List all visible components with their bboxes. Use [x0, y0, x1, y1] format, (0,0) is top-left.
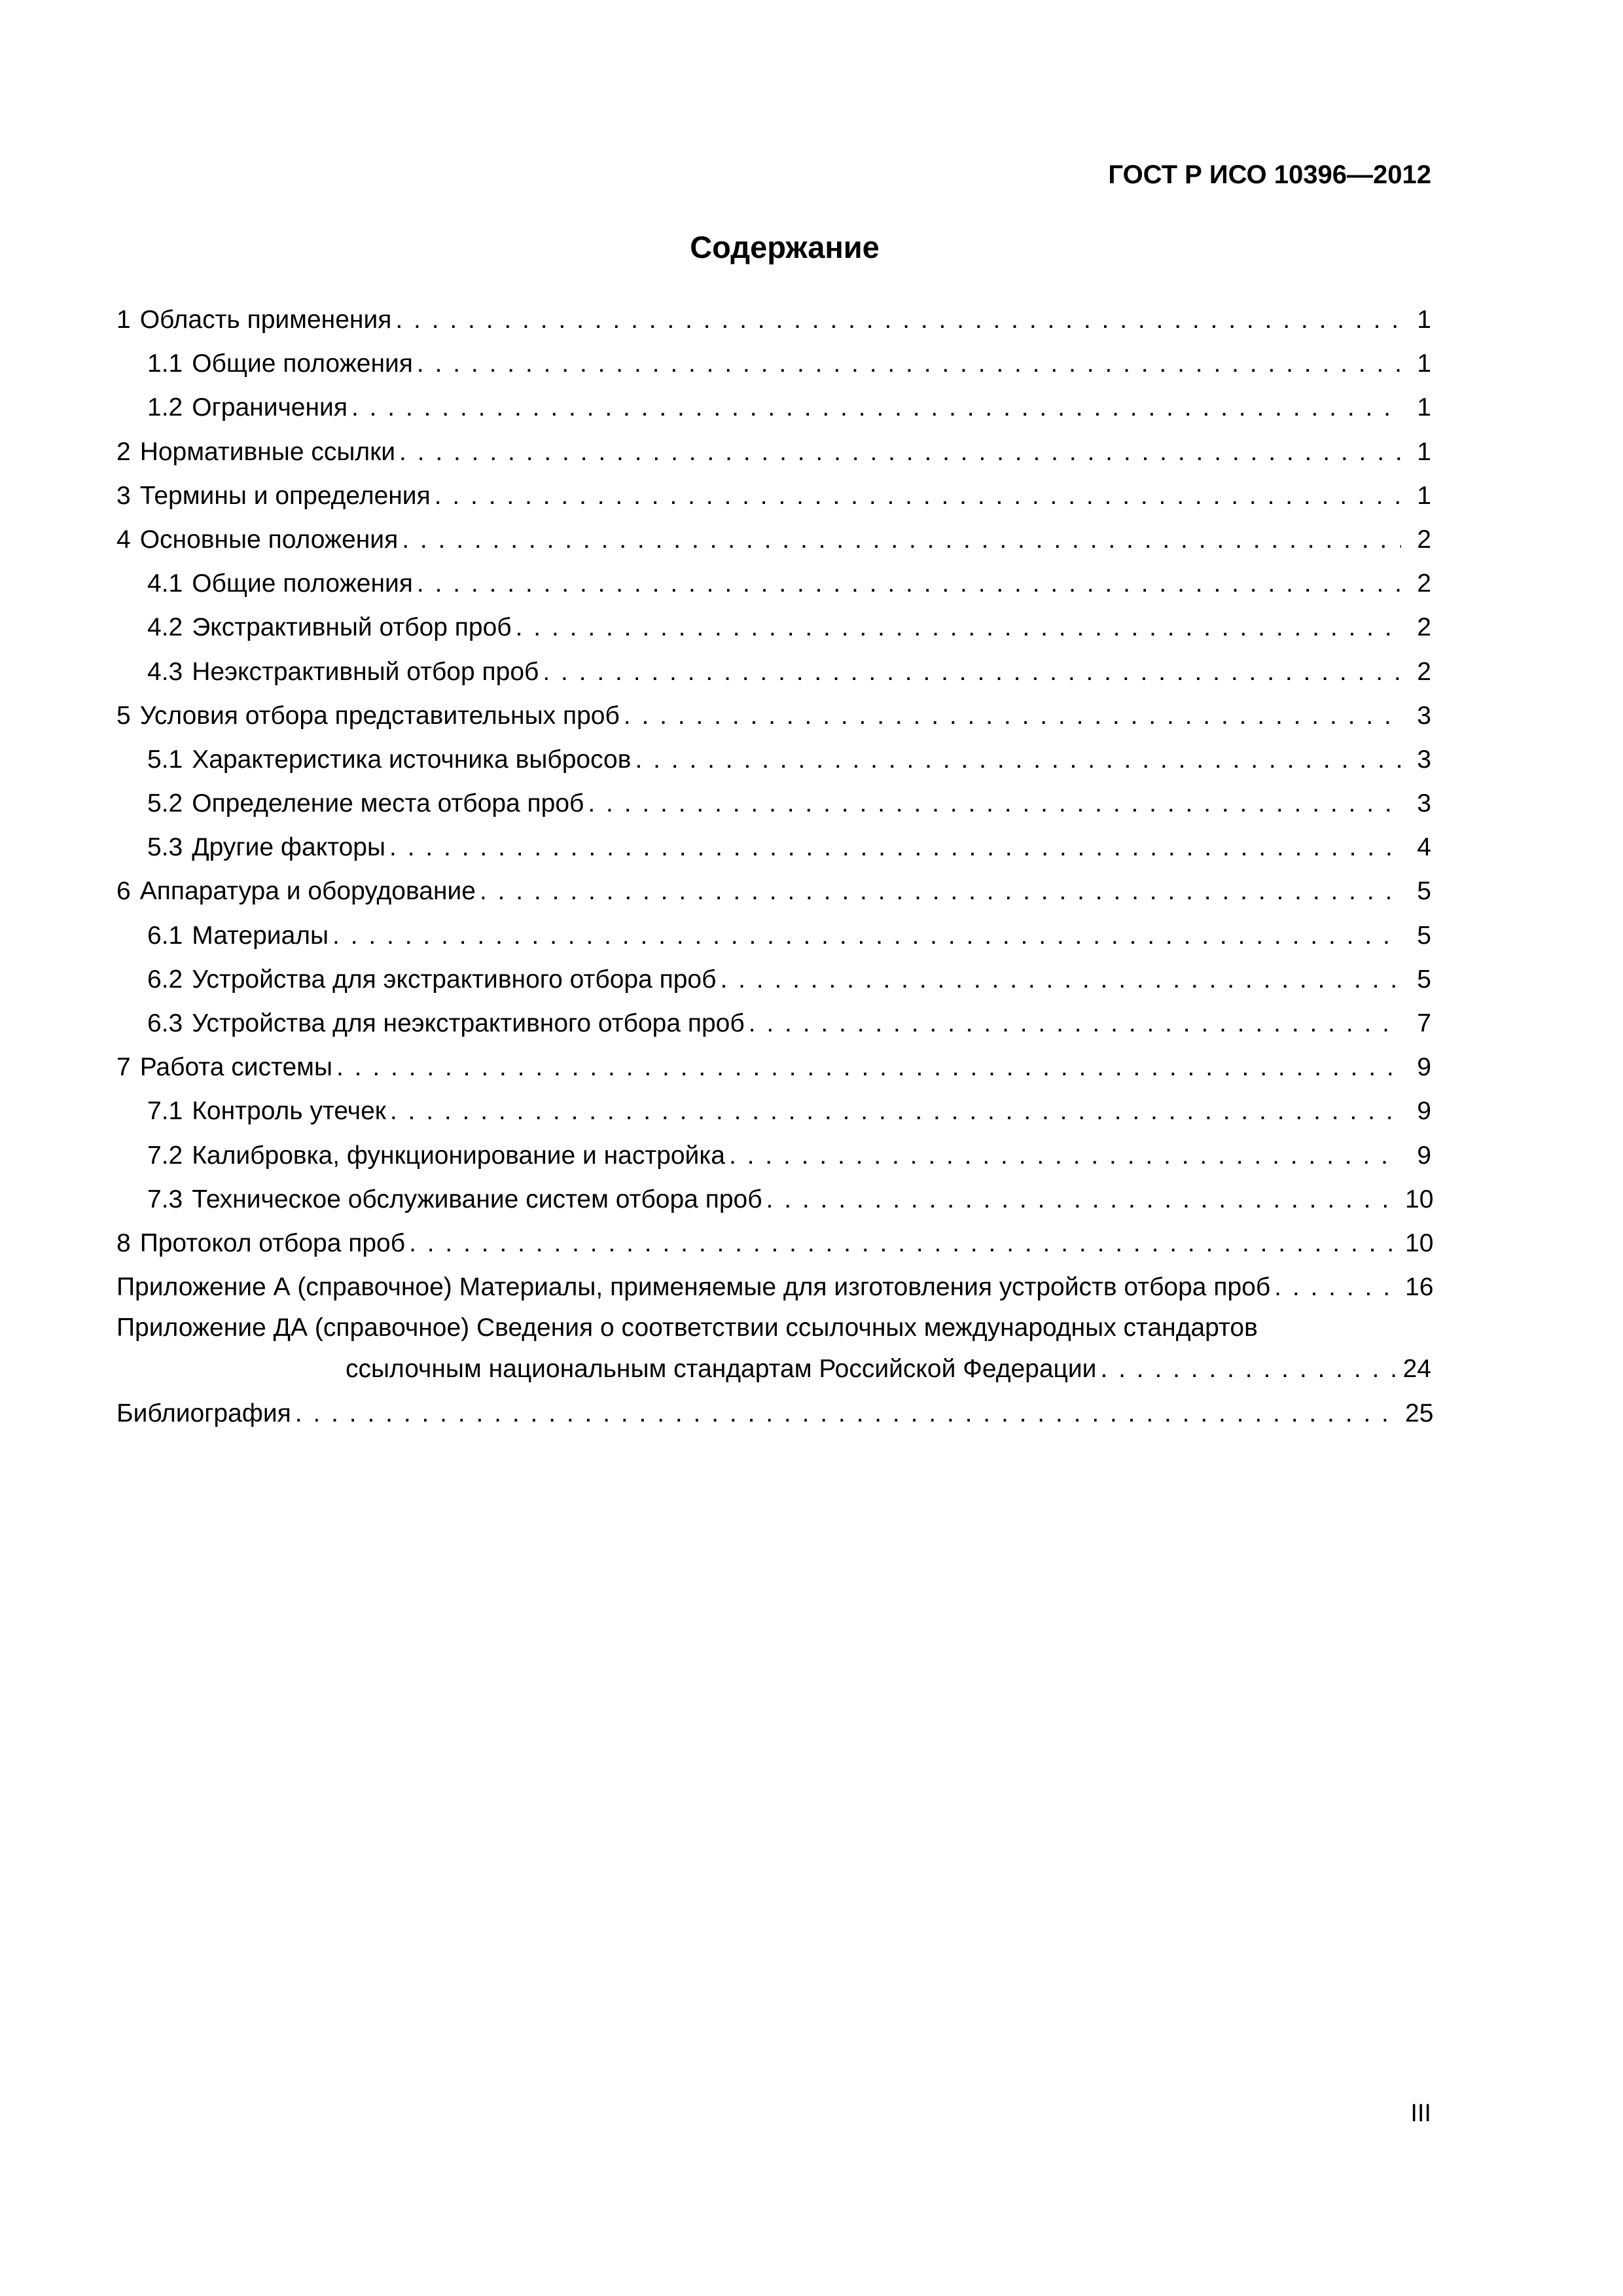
toc-entry-text: Другие факторы: [192, 833, 386, 862]
toc-entry[interactable]: [116, 781, 1431, 825]
toc-entry[interactable]: [116, 298, 1431, 342]
dot-leader: [624, 694, 1401, 738]
toc-entry-number: 7.3: [147, 1185, 183, 1213]
toc-entry[interactable]: [116, 605, 1431, 649]
table-of-contents: [116, 298, 1434, 1435]
toc-entry-page: 9: [1417, 1053, 1431, 1082]
toc-entry-number: 6: [116, 877, 131, 906]
toc-entry-text: Область применения: [139, 306, 392, 334]
toc-entry-text: Аппаратура и оборудование: [139, 877, 476, 906]
dot-leader: [351, 386, 1401, 429]
toc-entry-page: 2: [1417, 657, 1431, 686]
toc-entry[interactable]: [116, 914, 1431, 958]
toc-entry[interactable]: [116, 474, 1431, 518]
dot-leader: [766, 1177, 1401, 1221]
dot-leader: [417, 342, 1401, 386]
dot-leader: [543, 650, 1401, 694]
toc-entry-number: 1.1: [147, 350, 183, 378]
dot-leader: [402, 518, 1401, 562]
toc-entry-number: 7.1: [147, 1097, 183, 1126]
page-title: Содержание: [690, 230, 880, 264]
toc-entry-number: 5: [116, 701, 131, 730]
toc-entry-number: 4.3: [147, 657, 183, 686]
toc-entry[interactable]: [116, 518, 1431, 562]
toc-entry[interactable]: [116, 562, 1431, 605]
toc-entry-text: Приложение ДА (справочное) Сведения о соответствии ссылочных международных стандартов: [116, 1314, 1258, 1342]
toc-entry-number: 3: [116, 481, 131, 510]
toc-entry[interactable]: [116, 869, 1431, 913]
dot-leader: [399, 430, 1401, 474]
toc-entry-page: 9: [1417, 1141, 1431, 1170]
toc-entry-page: 1: [1417, 437, 1431, 466]
toc-entry-number: 4: [116, 525, 131, 554]
toc-entry-number: 2: [116, 437, 131, 466]
toc-entry-page: 3: [1417, 701, 1431, 730]
toc-entry-page: 1: [1417, 350, 1431, 378]
dot-leader: [480, 869, 1401, 913]
toc-entry-number: 1.2: [147, 393, 183, 422]
toc-entry[interactable]: [116, 738, 1431, 781]
document-id: ГОСТ Р ИСО 10396—2012: [1108, 160, 1431, 189]
dot-leader: [720, 958, 1401, 1001]
toc-entry-text: Протокол отбора проб: [139, 1229, 406, 1257]
toc-entry-page: 1: [1417, 393, 1431, 422]
toc-entry-text-continued: ссылочным национальным стандартам Российской Федерации: [346, 1355, 1097, 1384]
toc-entry-number: 6.1: [147, 921, 183, 950]
toc-entry-appendix-da[interactable]: [116, 1309, 1431, 1391]
toc-entry-page: 2: [1417, 569, 1431, 598]
toc-entry[interactable]: [116, 1045, 1431, 1089]
toc-entry[interactable]: [116, 1177, 1434, 1221]
toc-entry-text: Устройства для экстрактивного отбора проб: [192, 965, 717, 994]
toc-entry-text: Устройства для неэкстрактивного отбора проб: [192, 1009, 745, 1037]
dot-leader: [1100, 1347, 1399, 1391]
toc-entry-page: 9: [1417, 1097, 1431, 1126]
toc-entry-text: Работа системы: [139, 1053, 332, 1082]
toc-entry-page: 10: [1405, 1229, 1434, 1257]
toc-entry-page: 25: [1405, 1399, 1434, 1427]
dot-leader: [729, 1134, 1401, 1177]
toc-entry-page: 24: [1402, 1355, 1431, 1384]
toc-entry[interactable]: [116, 386, 1431, 429]
toc-entry-text: Библиография: [116, 1399, 291, 1427]
toc-entry[interactable]: [116, 694, 1431, 738]
toc-entry-page: 1: [1417, 481, 1431, 510]
toc-entry-page: 2: [1417, 613, 1431, 642]
dot-leader: [749, 1001, 1401, 1045]
toc-entry-text: Характеристика источника выбросов: [192, 745, 632, 774]
toc-entry-number: 5.1: [147, 745, 183, 774]
toc-entry-text: Общие положения: [192, 569, 413, 598]
toc-entry-page: 16: [1405, 1273, 1434, 1302]
toc-entry[interactable]: [116, 958, 1431, 1001]
toc-entry[interactable]: [116, 430, 1431, 474]
toc-entry-page: 7: [1417, 1009, 1431, 1037]
dot-leader: [409, 1221, 1401, 1265]
toc-entry-page: 5: [1417, 965, 1431, 994]
toc-entry-number: 6.3: [147, 1009, 183, 1037]
dot-leader: [395, 298, 1401, 342]
toc-entry-text: Термины и определения: [139, 481, 431, 510]
dot-leader: [635, 738, 1401, 781]
toc-entry[interactable]: [116, 825, 1431, 869]
toc-entry-text: Приложение А (справочное) Материалы, применяемые для изготовления устройств отбора проб: [116, 1273, 1271, 1302]
toc-entry[interactable]: [116, 1089, 1431, 1133]
toc-entry-page: 5: [1417, 921, 1431, 950]
toc-entry-number: 4.2: [147, 613, 183, 642]
toc-entry-text: Общие положения: [192, 350, 413, 378]
toc-entry-bibliography[interactable]: [116, 1391, 1434, 1435]
toc-entry-text: Условия отбора представительных проб: [139, 701, 620, 730]
toc-entry-number: 8: [116, 1229, 131, 1257]
page-number: III: [1410, 2100, 1431, 2127]
toc-entry-page: 1: [1417, 306, 1431, 334]
toc-entry[interactable]: [116, 1265, 1434, 1309]
toc-entry-text: Неэкстрактивный отбор проб: [192, 657, 539, 686]
toc-entry-text: Основные положения: [139, 525, 399, 554]
toc-entry-page: 3: [1417, 745, 1431, 774]
toc-entry[interactable]: [116, 650, 1431, 694]
toc-entry-text: Материалы: [192, 921, 329, 950]
dot-leader: [435, 474, 1401, 518]
toc-entry-number: 5.3: [147, 833, 183, 862]
toc-entry[interactable]: [116, 1134, 1431, 1177]
toc-entry-number: 4.1: [147, 569, 183, 598]
dot-leader: [336, 1045, 1401, 1089]
dot-leader: [390, 1089, 1401, 1133]
toc-entry-page: 2: [1417, 525, 1431, 554]
dot-leader: [1274, 1265, 1401, 1309]
toc-entry-page: 5: [1417, 877, 1431, 906]
toc-entry[interactable]: [116, 1221, 1434, 1265]
toc-entry-text: Калибровка, функционирование и настройка: [192, 1141, 725, 1170]
toc-entry-number: 1: [116, 306, 131, 334]
toc-entry-number: 6.2: [147, 965, 183, 994]
toc-entry-text: Ограничения: [192, 393, 348, 422]
dot-leader: [389, 825, 1401, 869]
toc-entry-page: 10: [1405, 1185, 1434, 1213]
toc-entry-text: Экстрактивный отбор проб: [192, 613, 512, 642]
toc-entry-text: Определение места отбора проб: [192, 789, 584, 818]
toc-entry-text: Нормативные ссылки: [139, 437, 395, 466]
toc-entry[interactable]: [116, 1001, 1431, 1045]
toc-entry-text: Контроль утечек: [192, 1097, 386, 1126]
toc-entry-number: 5.2: [147, 789, 183, 818]
toc-entry-number: 7.2: [147, 1141, 183, 1170]
toc-entry-page: 3: [1417, 789, 1431, 818]
dot-leader: [588, 781, 1401, 825]
dot-leader: [332, 914, 1401, 958]
dot-leader: [295, 1391, 1401, 1435]
toc-entry-number: 7: [116, 1053, 131, 1082]
toc-entry-page: 4: [1417, 833, 1431, 862]
dot-leader: [417, 562, 1401, 605]
dot-leader: [516, 605, 1401, 649]
toc-entry-text: Техническое обслуживание систем отбора проб: [192, 1185, 762, 1213]
toc-entry[interactable]: [116, 342, 1431, 386]
